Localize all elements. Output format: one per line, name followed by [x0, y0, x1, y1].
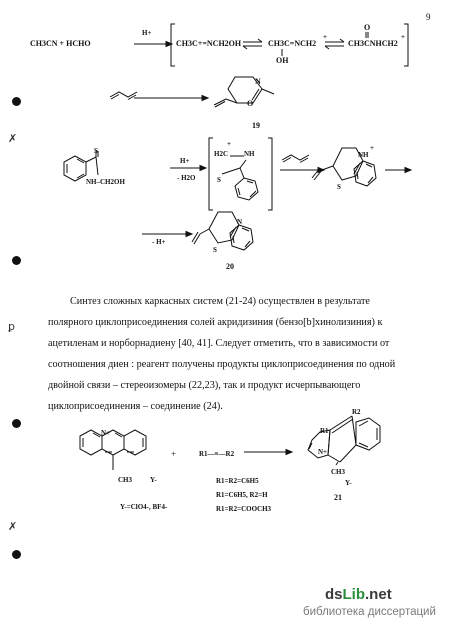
page-number: 9	[426, 12, 431, 22]
scheme2-intermediate-ch2: H2C	[214, 150, 228, 158]
scheme2-reactant-label: NH–CH2OH	[86, 178, 125, 186]
scheme2-arrow-catalyst: H+	[180, 157, 190, 165]
compound-21-label: 21	[334, 493, 342, 502]
paragraph-line: двойной связи – стереоизомеры (22,23), так и продукт исчерпывающего	[48, 380, 361, 391]
margin-scribble: ✗	[8, 520, 18, 533]
compound-19-nitrogen: N	[255, 77, 261, 86]
paragraph-line: полярного циклоприсоединения солей акридизиния (бензо[b]хинолизиния) к	[48, 317, 383, 328]
scheme2-cyclic-sulfur: S	[337, 183, 341, 191]
compound-21-nitrogen: N+	[318, 448, 328, 456]
scheme1-reactants: CH3CN + HCHO	[30, 39, 91, 48]
substituent-option-2: R1=C6H5, R2=H	[216, 491, 268, 499]
scheme2-intermediate-charge: +	[227, 140, 231, 148]
scheme1-intermediate-3-oxygen: O	[364, 23, 371, 32]
watermark-logo-lib: Lib	[342, 586, 366, 603]
watermark-caption: библиотека диссертаций	[303, 606, 436, 618]
compound-20-label: 20	[226, 262, 234, 271]
scheme1-intermediate-2: CH3C=NCH2	[268, 39, 317, 48]
compound-19-label: 19	[252, 121, 260, 130]
scheme2-cyclic-charge: +	[370, 144, 374, 152]
scheme2-cyclic-nh: NH	[358, 151, 369, 159]
reaction-plus: +	[171, 449, 177, 459]
scheme1-intermediate-1: CH3C+=NCH2OH	[176, 39, 242, 48]
compound-21-methyl: CH3	[331, 468, 345, 476]
scheme2-deprotonation: - H+	[152, 238, 166, 246]
compound-21-r2: R2	[352, 408, 361, 416]
watermark-logo-ds: ds	[325, 586, 343, 603]
watermark-logo	[325, 586, 392, 604]
acridizinium-nitrogen: N+	[101, 429, 111, 437]
scheme2-intermediate-nh: NH	[244, 150, 255, 158]
compound-19-oxygen: O	[247, 99, 254, 108]
scheme1-catalyst: H+	[142, 29, 152, 37]
substituent-option-1: R1=R2=C6H5	[216, 477, 259, 485]
scheme1-intermediate-2-oh: OH	[276, 56, 289, 65]
compound-21-anion: Y-	[345, 479, 352, 487]
acridizinium-methyl: CH3	[118, 476, 132, 484]
scheme1-intermediate-3: CH3CNHCH2	[348, 39, 398, 48]
substituent-option-3: R1=R2=COOCH3	[216, 505, 272, 513]
scheme2-reactant-sulfur: S	[94, 147, 98, 155]
compound-21-r1: R1	[320, 427, 329, 435]
paragraph-line: соотношения диен : реагент получены продукты циклоприсоединения по одной	[48, 359, 396, 370]
watermark-logo-net: .net	[365, 586, 392, 603]
paragraph-line: циклоприсоединения – соединение (24).	[48, 401, 223, 412]
scheme2-arrow-loss: - H2O	[177, 174, 196, 182]
compound-20-sulfur: S	[213, 246, 217, 254]
acridizinium-anion: Y-	[150, 476, 157, 484]
scheme1-intermediate-2-charge: +	[323, 33, 327, 41]
compound-20-nitrogen: N	[237, 218, 243, 226]
paragraph-line: ацетиленам и норборнадиену [40, 41]. Следует отметить, что в зависимости от	[48, 338, 390, 349]
margin-scribble: ꝑ	[8, 320, 15, 333]
alkyne-formula: R1—≡—R2	[199, 450, 235, 458]
paragraph-line: Синтез сложных каркасных систем (21-24) осуществлен в результате	[70, 296, 370, 307]
anion-definition: Y-=ClO4-, BF4-	[120, 503, 168, 511]
margin-scribble: ✗	[8, 132, 18, 145]
scheme1-intermediate-3-charge: +	[401, 33, 405, 41]
scheme2-intermediate-sulfur: S	[217, 176, 221, 184]
